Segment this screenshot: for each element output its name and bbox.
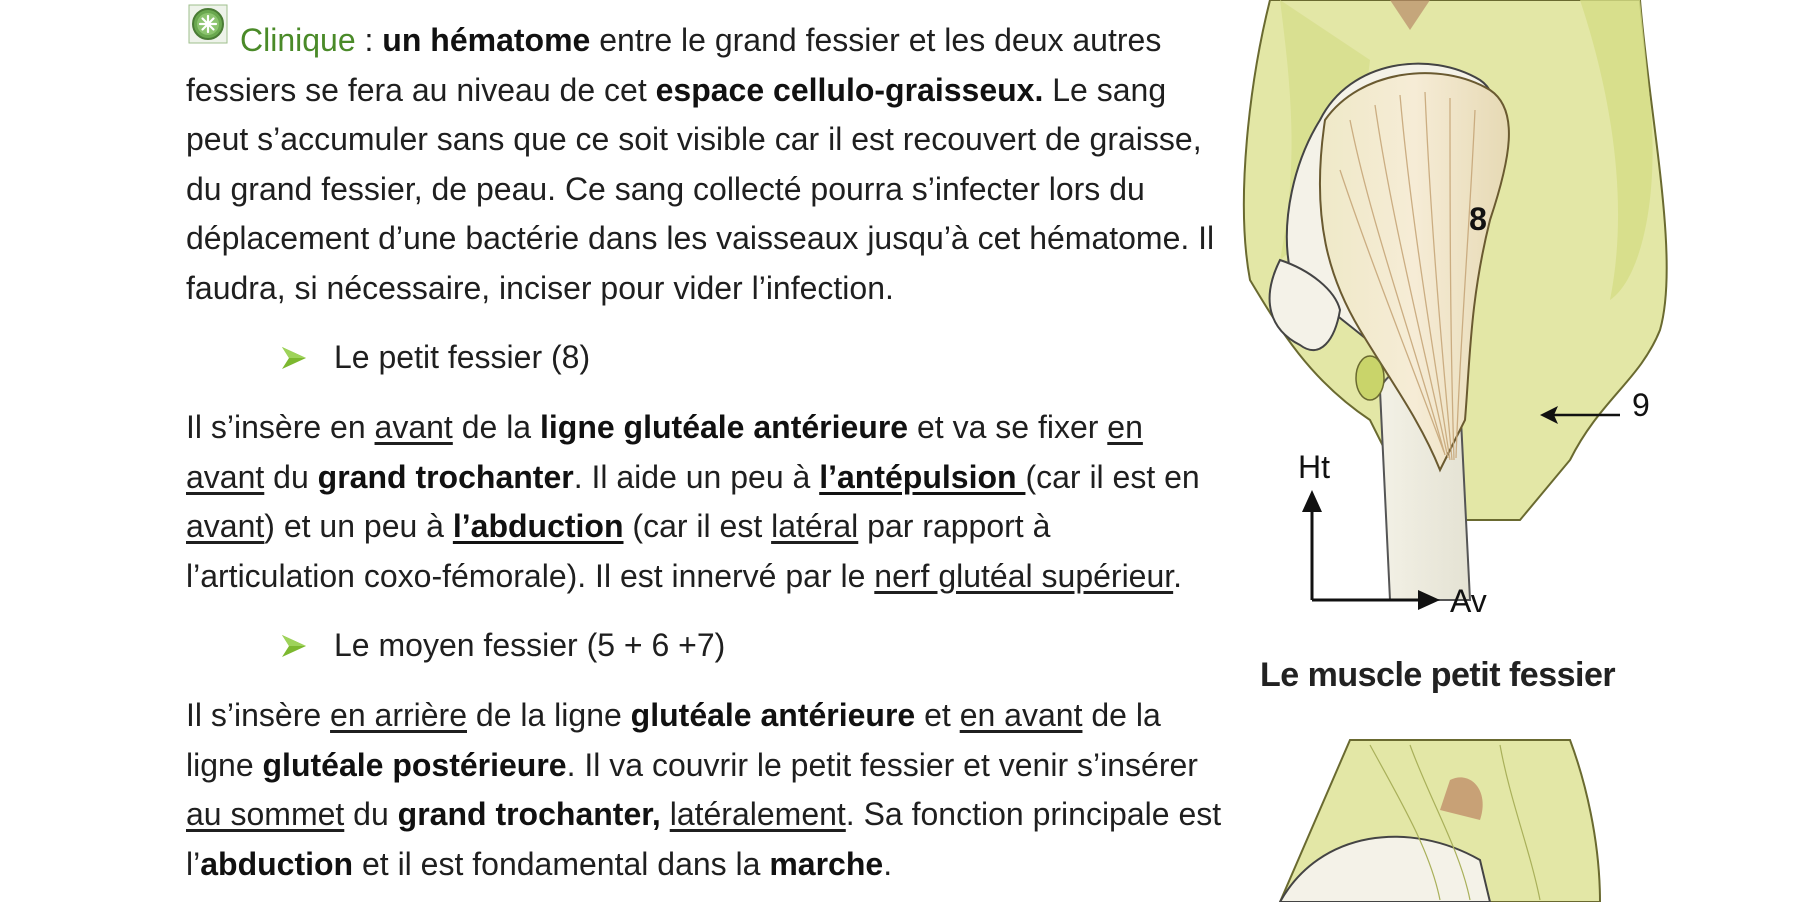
moyen-bold-marche: marche: [769, 845, 884, 882]
tendon-blob: [1356, 356, 1384, 400]
clinique-bold-espace: espace cellulo-graisseux.: [655, 71, 1044, 108]
bullet-petit-fessier-text: Le petit fessier (8): [334, 339, 591, 375]
moyen-underline-lateralement: latéralement: [669, 796, 846, 832]
moyen-underline-avant: en avant: [959, 697, 1083, 733]
moyen-underline-arriere: en arrière: [330, 697, 467, 733]
clinique-text-2: Le sang peut s’accumuler sans que ce soit visible car il est recouvert de graisse, du grand fessier, de peau. Ce sang collecté pourra s’infecter lors du déplacement d’une bactérie dans les vaisseaux jusqu’à cet hématome. Il faudra, si nécessaire, inciser pour vider l’infection.: [186, 71, 1215, 306]
moyen-text-6: du: [344, 796, 398, 832]
petit-underline-avant: avant: [374, 409, 453, 445]
clinique-bold-hematome: un hématome: [382, 22, 591, 58]
petit-fessier-illustration: [1240, 0, 1796, 902]
arrow-bullet-icon: [280, 633, 308, 659]
clinique-text-1: entre le grand fessier et les deux autres fessiers se fera au niveau de cet: [186, 22, 1162, 108]
moyen-text-3: et: [915, 697, 960, 733]
text-column: [186, 16, 1226, 889]
moyen-text-10: .: [883, 845, 893, 882]
bullet-moyen-fessier: [186, 623, 1226, 667]
petit-bold-abduction: l’abduction: [452, 508, 624, 544]
clinique-icon: [188, 4, 228, 44]
arrow-bullet-icon: [280, 345, 308, 371]
bullet-moyen-fessier-text: Le moyen fessier (5 + 6 +7): [334, 627, 726, 663]
petit-bold-ligne: ligne glutéale antérieure: [539, 409, 909, 445]
moyen-bold-posterieure: glutéale postérieure: [262, 746, 567, 783]
moyen-fessier-paragraph: [186, 691, 1226, 889]
label-av: Av: [1450, 583, 1487, 619]
petit-text-2: de la: [452, 409, 540, 445]
moyen-text-4: de la ligne: [186, 697, 1161, 783]
petit-text-9: par rapport à l’articulation coxo-fémorale). Il est innervé par le: [186, 508, 1051, 594]
petit-text-1: Il s’insère en: [186, 409, 375, 445]
bullet-petit-fessier: [186, 335, 1226, 379]
moyen-bold-trochanter: grand trochanter,: [397, 796, 661, 832]
petit-text-5: . Il aide un peu à: [573, 458, 820, 495]
clinique-paragraph: [186, 16, 1226, 313]
petit-text-7: ) et un peu à: [264, 508, 453, 544]
label-ht: Ht: [1298, 449, 1330, 485]
moyen-underline-sommet: au sommet: [186, 796, 345, 832]
moyen-bold-abduction: abduction: [200, 845, 354, 882]
moyen-text-8: . Sa fonction principale est l’: [186, 796, 1222, 882]
petit-fessier-paragraph: [186, 403, 1226, 601]
label-9: 9: [1632, 387, 1650, 423]
petit-underline-nerf: nerf glutéal supérieur: [874, 557, 1174, 594]
moyen-text-2: de la ligne: [467, 697, 631, 733]
petit-text-8: (car il est: [623, 508, 772, 544]
petit-text-6: (car il est en: [1025, 458, 1200, 495]
clinique-sep: :: [355, 22, 383, 58]
petit-underline-en-avant: en avant: [186, 409, 1143, 495]
petit-text-4: du: [264, 458, 318, 495]
moyen-text-5: . Il va couvrir le petit fessier et venir s’insérer: [566, 746, 1198, 783]
petit-underline-avant-2: avant: [186, 508, 265, 544]
label-8: 8: [1469, 201, 1487, 237]
moyen-text-1: Il s’insère: [186, 697, 331, 733]
clinique-label: Clinique: [240, 22, 356, 58]
petit-underline-lateral: latéral: [771, 508, 859, 544]
moyen-text-7: [661, 796, 670, 832]
axis-ht-head: [1302, 490, 1322, 512]
figure-caption: Le muscle petit fessier: [1260, 656, 1616, 694]
petit-text-10: .: [1173, 557, 1183, 594]
petit-text-3: et va se fixer: [908, 409, 1108, 445]
petit-bold-trochanter: grand trochanter: [317, 458, 574, 495]
moyen-bold-anterieure: glutéale antérieure: [630, 697, 916, 733]
petit-bold-antepulsion: l’antépulsion: [819, 458, 1026, 495]
moyen-text-9: et il est fondamental dans la: [353, 845, 770, 882]
